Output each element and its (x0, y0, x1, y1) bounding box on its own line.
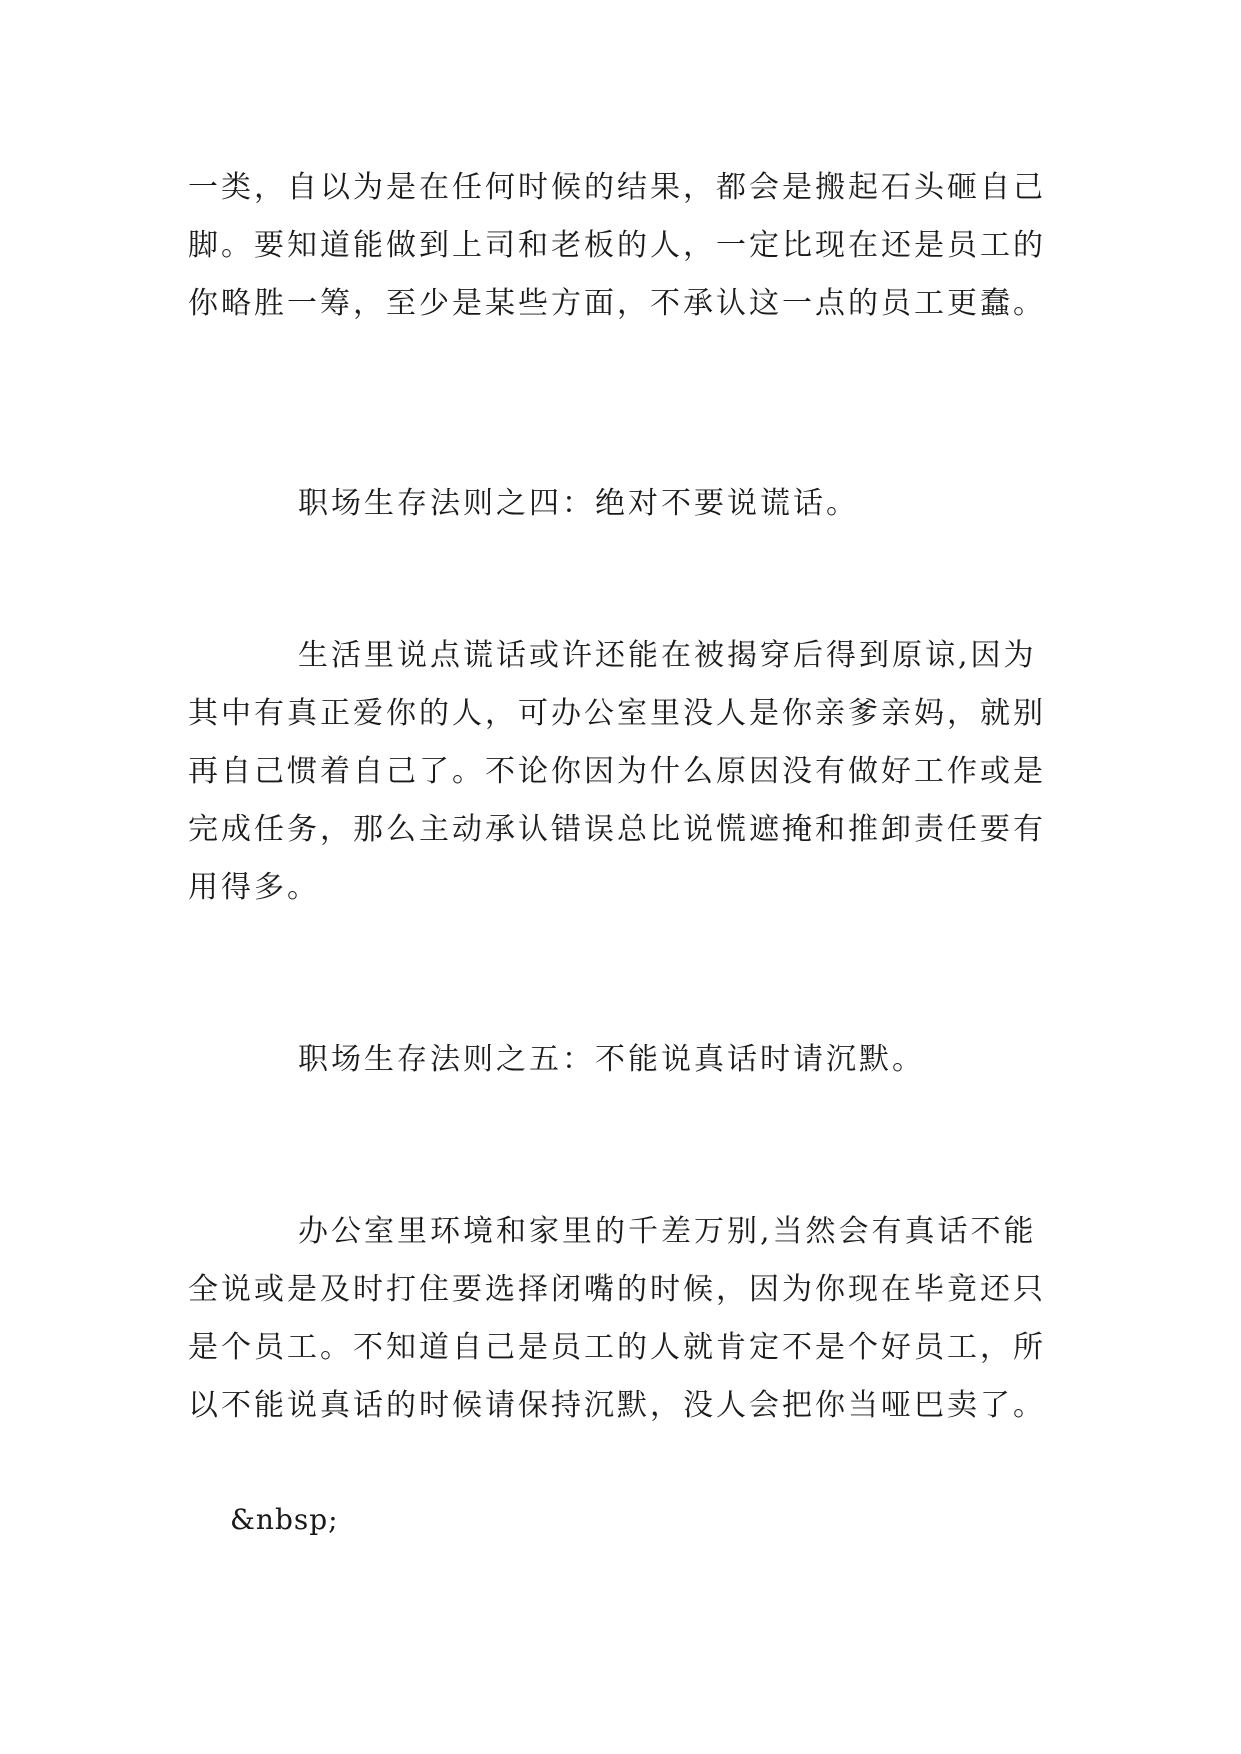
trailing-entity-text: &nbsp; (230, 1503, 339, 1536)
paragraph-line: 完成任务，那么主动承认错误总比说慌遮掩和推卸责任要有 (188, 812, 1046, 847)
paragraph-line: 再自己惯着自己了。不论你因为什么原因没有做好工作或是 (188, 754, 1046, 789)
paragraph-line: 脚。要知道能做到上司和老板的人，一定比现在还是员工的 (188, 228, 1046, 263)
paragraph-line: 其中有真正爱你的人，可办公室里没人是你亲爹亲妈，就别 (188, 696, 1046, 731)
paragraph-line: 一类，自以为是在任何时候的结果，都会是搬起石头砸自己 (188, 170, 1046, 205)
section-heading-rule-4: 职场生存法则之四：绝对不要说谎话。 (298, 486, 859, 521)
paragraph-line: 用得多。 (188, 870, 320, 905)
paragraph-line: 生活里说点谎话或许还能在被揭穿后得到原谅,因为 (298, 638, 1037, 673)
paragraph-line: 办公室里环境和家里的千差万别,当然会有真话不能 (298, 1214, 1037, 1249)
section-heading-rule-5: 职场生存法则之五：不能说真话时请沉默。 (298, 1042, 925, 1077)
paragraph-line: 你略胜一筹，至少是某些方面，不承认这一点的员工更蠢。 (188, 286, 1046, 321)
paragraph-line: 全说或是及时打住要选择闭嘴的时候，因为你现在毕竟还只 (188, 1272, 1046, 1307)
paragraph-line: 是个员工。不知道自己是员工的人就肯定不是个好员工，所 (188, 1330, 1046, 1365)
paragraph-line: 以不能说真话的时候请保持沉默，没人会把你当哑巴卖了。 (188, 1388, 1046, 1423)
